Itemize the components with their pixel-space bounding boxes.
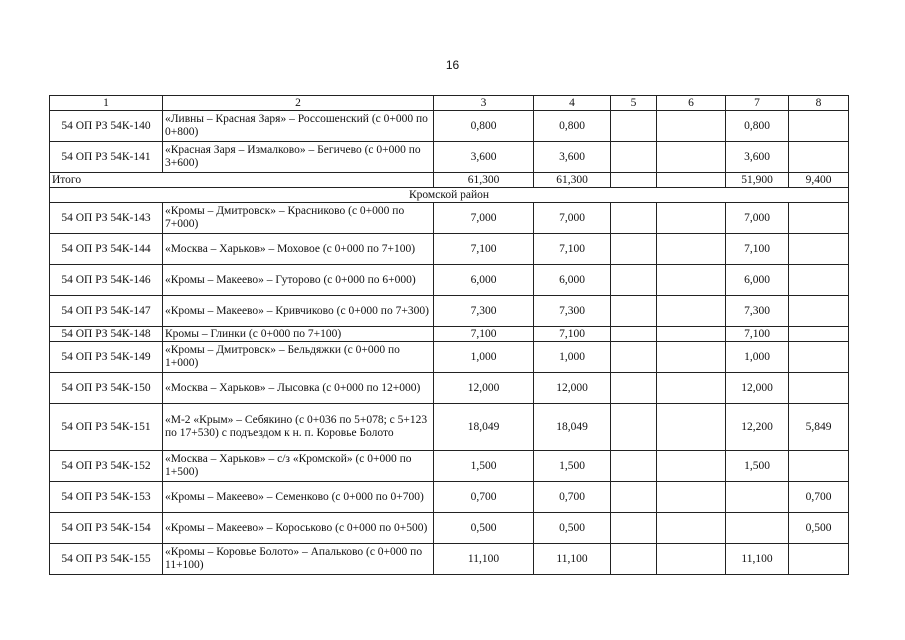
table-row: [50, 513, 849, 544]
cell-col5: [611, 342, 657, 373]
cell-col8: 0,700: [789, 482, 849, 513]
cell-col5: [611, 296, 657, 327]
table-row: [50, 142, 849, 173]
cell-col6: [657, 111, 726, 142]
cell-col8: [789, 234, 849, 265]
header-cell: 5: [611, 96, 657, 111]
road-code: 54 ОП РЗ 54К-153: [50, 482, 163, 513]
cell-col7: 12,000: [726, 373, 789, 404]
roads-table: [49, 95, 849, 575]
cell-col7: 7,100: [726, 234, 789, 265]
table-row: [50, 451, 849, 482]
road-code: 54 ОП РЗ 54К-144: [50, 234, 163, 265]
cell-col6: [657, 513, 726, 544]
cell-col8: [789, 296, 849, 327]
cell-col8: 0,500: [789, 513, 849, 544]
cell-col6: [657, 404, 726, 451]
table-row: [50, 404, 849, 451]
page-number: 16: [445, 58, 460, 72]
cell-col4: 7,100: [534, 327, 611, 342]
cell-col4: 18,049: [534, 404, 611, 451]
cell-col7: [726, 482, 789, 513]
cell-col6: [657, 265, 726, 296]
cell-col4: 1,000: [534, 342, 611, 373]
cell-col7: 1,000: [726, 342, 789, 373]
cell-col7: 7,100: [726, 327, 789, 342]
cell-col8: [789, 203, 849, 234]
cell-col5: [611, 327, 657, 342]
table-row: [50, 265, 849, 296]
header-cell: 7: [726, 96, 789, 111]
header-cell: 6: [657, 96, 726, 111]
cell-col8: [789, 544, 849, 575]
cell-col5: [611, 373, 657, 404]
road-name: «Кромы – Коровье Болото» – Апальково (с 0+000 по 11+100): [163, 544, 434, 575]
header-cell: 4: [534, 96, 611, 111]
cell-col4: 7,300: [534, 296, 611, 327]
cell-col3: 0,500: [434, 513, 534, 544]
header-row: [50, 96, 849, 111]
cell-col5: [611, 404, 657, 451]
cell-col6: [657, 451, 726, 482]
cell-col7: 12,200: [726, 404, 789, 451]
road-code: 54 ОП РЗ 54К-151: [50, 404, 163, 451]
cell-col5: [611, 142, 657, 173]
cell-col3: 1,500: [434, 451, 534, 482]
road-name: «Москва – Харьков» – Моховое (с 0+000 по 7+100): [163, 234, 434, 265]
cell-col3: 7,300: [434, 296, 534, 327]
cell-col6: [657, 296, 726, 327]
cell-col3: 12,000: [434, 373, 534, 404]
road-code: 54 ОП РЗ 54К-154: [50, 513, 163, 544]
table-row: [50, 296, 849, 327]
road-name: «Кромы – Дмитровск» – Бельдяжки (с 0+000 по 1+000): [163, 342, 434, 373]
road-name: «М-2 «Крым» – Себякино (с 0+036 по 5+078; с 5+123 по 17+530) с подъездом к н. п. Коровье Болото: [163, 404, 434, 451]
cell-col8: [789, 111, 849, 142]
header-cell: 3: [434, 96, 534, 111]
cell-col3: 18,049: [434, 404, 534, 451]
road-code: 54 ОП РЗ 54К-141: [50, 142, 163, 173]
table-row: [50, 544, 849, 575]
total-row: [50, 173, 849, 188]
cell-col6: [657, 327, 726, 342]
cell-col5: [611, 482, 657, 513]
cell-col3: 7,100: [434, 327, 534, 342]
cell-col4: 0,700: [534, 482, 611, 513]
table-row: [50, 111, 849, 142]
cell-col3: 3,600: [434, 142, 534, 173]
cell-col8: [789, 142, 849, 173]
cell-col8: 5,849: [789, 404, 849, 451]
cell-col3: 11,100: [434, 544, 534, 575]
cell-col4: 3,600: [534, 142, 611, 173]
cell-col5: [611, 544, 657, 575]
road-name: «Кромы – Макеево» – Короськово (с 0+000 по 0+500): [163, 513, 434, 544]
cell-col3: 7,000: [434, 203, 534, 234]
road-code: 54 ОП РЗ 54К-140: [50, 111, 163, 142]
header-cell: 8: [789, 96, 849, 111]
cell-col3: 1,000: [434, 342, 534, 373]
cell-col4: 7,000: [534, 203, 611, 234]
road-code: 54 ОП РЗ 54К-148: [50, 327, 163, 342]
cell-col7: 7,300: [726, 296, 789, 327]
cell-col8: [789, 342, 849, 373]
cell-col5: [611, 513, 657, 544]
cell-col6: [657, 482, 726, 513]
cell-col5: [611, 265, 657, 296]
header-cell: 2: [163, 96, 434, 111]
road-code: 54 ОП РЗ 54К-147: [50, 296, 163, 327]
total-col3: 61,300: [434, 173, 534, 188]
road-name: «Москва – Харьков» – Лысовка (с 0+000 по 12+000): [163, 373, 434, 404]
total-col8: 9,400: [789, 173, 849, 188]
road-code: 54 ОП РЗ 54К-152: [50, 451, 163, 482]
cell-col5: [611, 451, 657, 482]
road-code: 54 ОП РЗ 54К-149: [50, 342, 163, 373]
total-col5: [611, 173, 657, 188]
cell-col8: [789, 265, 849, 296]
road-code: 54 ОП РЗ 54К-155: [50, 544, 163, 575]
cell-col4: 6,000: [534, 265, 611, 296]
cell-col7: 1,500: [726, 451, 789, 482]
cell-col7: 11,100: [726, 544, 789, 575]
cell-col8: [789, 373, 849, 404]
road-name: «Кромы – Макеево» – Семенково (с 0+000 по 0+700): [163, 482, 434, 513]
cell-col6: [657, 203, 726, 234]
cell-col3: 0,700: [434, 482, 534, 513]
cell-col5: [611, 111, 657, 142]
cell-col7: 0,800: [726, 111, 789, 142]
road-name: «Москва – Харьков» – с/з «Кромской» (с 0+000 по 1+500): [163, 451, 434, 482]
table-row: [50, 234, 849, 265]
road-code: 54 ОП РЗ 54К-150: [50, 373, 163, 404]
cell-col4: 7,100: [534, 234, 611, 265]
cell-col8: [789, 451, 849, 482]
cell-col5: [611, 203, 657, 234]
district-heading: Кромской район: [50, 188, 849, 203]
cell-col4: 12,000: [534, 373, 611, 404]
table-row: [50, 327, 849, 342]
cell-col7: [726, 513, 789, 544]
road-name: «Кромы – Макеево» – Гуторово (с 0+000 по 6+000): [163, 265, 434, 296]
cell-col3: 6,000: [434, 265, 534, 296]
road-name: «Кромы – Дмитровск» – Красниково (с 0+000 по 7+000): [163, 203, 434, 234]
road-code: 54 ОП РЗ 54К-146: [50, 265, 163, 296]
cell-col6: [657, 142, 726, 173]
cell-col4: 1,500: [534, 451, 611, 482]
cell-col6: [657, 234, 726, 265]
table-row: [50, 373, 849, 404]
cell-col4: 0,500: [534, 513, 611, 544]
cell-col3: 0,800: [434, 111, 534, 142]
table-row: [50, 482, 849, 513]
cell-col7: 6,000: [726, 265, 789, 296]
road-name: «Кромы – Макеево» – Кривчиково (с 0+000 по 7+300): [163, 296, 434, 327]
road-name: «Ливны – Красная Заря» – Россошенский (с 0+000 по 0+800): [163, 111, 434, 142]
table-row: [50, 203, 849, 234]
cell-col8: [789, 327, 849, 342]
cell-col5: [611, 234, 657, 265]
total-col7: 51,900: [726, 173, 789, 188]
cell-col3: 7,100: [434, 234, 534, 265]
header-cell: 1: [50, 96, 163, 111]
road-name: «Красная Заря – Измалково» – Бегичево (с 0+000 по 3+600): [163, 142, 434, 173]
cell-col4: 11,100: [534, 544, 611, 575]
cell-col7: 7,000: [726, 203, 789, 234]
cell-col6: [657, 342, 726, 373]
road-name: Кромы – Глинки (с 0+000 по 7+100): [163, 327, 434, 342]
total-label: Итого: [50, 173, 434, 188]
total-col4: 61,300: [534, 173, 611, 188]
table-row: [50, 342, 849, 373]
cell-col7: 3,600: [726, 142, 789, 173]
cell-col6: [657, 544, 726, 575]
road-code: 54 ОП РЗ 54К-143: [50, 203, 163, 234]
cell-col6: [657, 373, 726, 404]
total-col6: [657, 173, 726, 188]
cell-col4: 0,800: [534, 111, 611, 142]
district-row: [50, 188, 849, 203]
